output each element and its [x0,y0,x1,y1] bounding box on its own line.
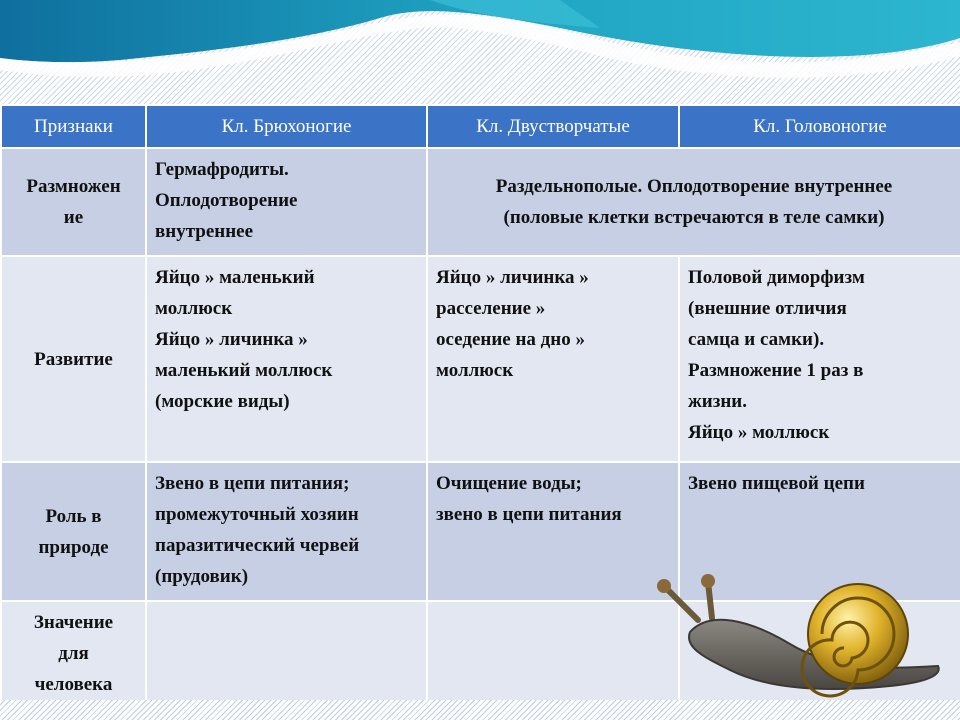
cell-gastropoda-reproduction: Гермафродиты. Оплодотворение внутреннее [146,148,427,256]
row-label-reproduction: Размножен ие [1,148,146,256]
row-label-human-significance: Значение для человека [1,601,146,705]
cell-gastropoda-role: Звено в цепи питания; промежуточный хозяин паразитический червей (прудовик) [146,462,427,601]
cell-cephalopoda-development: Половой диморфизм (внешние отличия самца и самки). Размножение 1 раз в жизни. Яйцо » моллюск [679,256,960,462]
row-label-role-in-nature: Роль в природе [1,462,146,601]
wave-graphic [0,0,960,108]
cell-gastropoda-development: Яйцо » маленький моллюск Яйцо » личинка » маленький моллюск (морские виды) [146,256,427,462]
cell-bivalvia-role: Очищение воды; звено в цепи питания [427,462,679,601]
header-features: Признаки [1,105,146,148]
decorative-wave-banner [0,0,960,108]
cell-cephalopoda-role: Звено пищевой цепи [679,462,960,601]
table-row-development [1,256,960,462]
header-cephalopoda: Кл. Головоногие [679,105,960,148]
header-bivalvia: Кл. Двустворчатые [427,105,679,148]
cell-bivalvia-development: Яйцо » личинка » расселение » оседение на дно » моллюск [427,256,679,462]
header-gastropoda: Кл. Брюхоногие [146,105,427,148]
snail-illustration [650,574,950,702]
row-label-development: Развитие [1,256,146,462]
cell-bivalvia-significance [427,601,679,705]
decorative-hatch-footer [0,700,960,720]
table-header-row [1,105,960,148]
table-row-reproduction [1,148,960,256]
cell-gastropoda-significance [146,601,427,705]
cell-bivalvia-cephalopoda-reproduction: Раздельнополые. Оплодотворение внутреннее (половые клетки встречаются в теле самки) [427,148,960,256]
